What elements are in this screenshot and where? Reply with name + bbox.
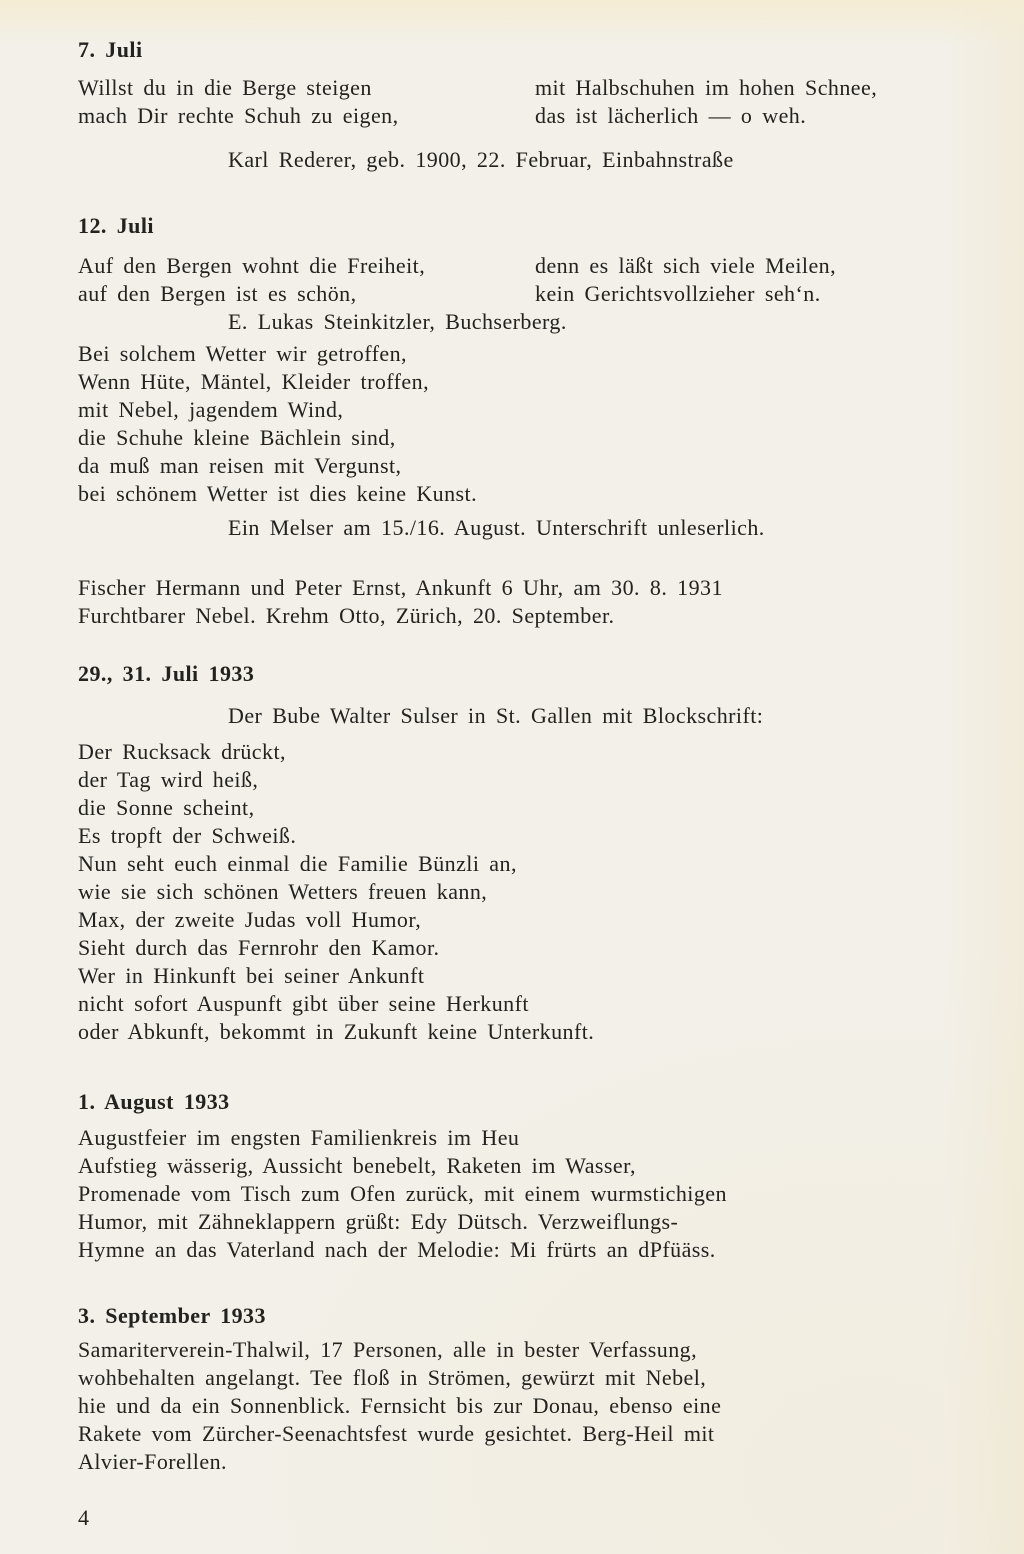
entry-paragraph <box>78 1124 978 1264</box>
verse-columns <box>78 74 978 130</box>
entry-12-juli <box>78 212 978 630</box>
poem-line: oder Abkunft, bekommt in Zukunft keine Unterkunft. <box>78 1019 595 1044</box>
verse-column-right <box>535 252 978 308</box>
note-line: Furchtbarer Nebel. Krehm Otto, Zürich, 20. September. <box>78 603 615 628</box>
paragraph-line: Rakete vom Zürcher-Seenachtsfest wurde gesichtet. Berg-Heil mit <box>78 1421 715 1446</box>
entry-29-31-juli-1933 <box>78 660 978 1046</box>
verse-column-left <box>78 74 535 130</box>
poem <box>78 738 978 1046</box>
paragraph-line: Promenade vom Tisch zum Ofen zurück, mit einem wurmstichigen <box>78 1181 727 1206</box>
entry-date-heading: 1. August 1933 <box>78 1089 230 1114</box>
poem-line: da muß man reisen mit Vergunst, <box>78 453 402 478</box>
entry-date-heading: 29., 31. Juli 1933 <box>78 661 255 686</box>
entry-1-august-1933 <box>78 1088 978 1264</box>
poem-line: Sieht durch das Fernrohr den Kamor. <box>78 935 440 960</box>
paragraph-line: Alvier-Forellen. <box>78 1449 227 1474</box>
attribution-line: Karl Rederer, geb. 1900, 22. Februar, Einbahnstraße <box>228 147 734 172</box>
note-line: Fischer Hermann und Peter Ernst, Ankunft 6 Uhr, am 30. 8. 1931 <box>78 575 723 600</box>
attribution-line: Ein Melser am 15./16. August. Unterschrift unleserlich. <box>228 515 765 540</box>
paragraph-line: Humor, mit Zähneklappern grüßt: Edy Dütsch. Verzweiflungs- <box>78 1209 679 1234</box>
poem-line: wie sie sich schönen Wetters freuen kann, <box>78 879 488 904</box>
verse-line: kein Gerichtsvollzieher seh‘n. <box>535 281 821 306</box>
paragraph-line: hie und da ein Sonnenblick. Fernsicht bis zur Donau, ebenso eine <box>78 1393 722 1418</box>
poem-line: die Schuhe kleine Bächlein sind, <box>78 425 396 450</box>
verse-line: mach Dir rechte Schuh zu eigen, <box>78 103 399 128</box>
note-paragraph <box>78 574 978 630</box>
entry-date-heading: 3. September 1933 <box>78 1303 266 1328</box>
paragraph-line: Aufstieg wässerig, Aussicht benebelt, Raketen im Wasser, <box>78 1153 636 1178</box>
poem-line: Es tropft der Schweiß. <box>78 823 297 848</box>
verse-line: denn es läßt sich viele Meilen, <box>535 253 837 278</box>
verse-line: das ist lächerlich — o weh. <box>535 103 807 128</box>
verse-columns <box>78 252 978 308</box>
paragraph-line: Samariterverein-Thalwil, 17 Personen, alle in bester Verfassung, <box>78 1337 698 1362</box>
poem-line: Wer in Hinkunft bei seiner Ankunft <box>78 963 425 988</box>
paragraph-line: wohbehalten angelangt. Tee floß in Strömen, gewürzt mit Nebel, <box>78 1365 707 1390</box>
poem-line: bei schönem Wetter ist dies keine Kunst. <box>78 481 478 506</box>
poem-line: die Sonne scheint, <box>78 795 255 820</box>
intro-line: Der Bube Walter Sulser in St. Gallen mit Blockschrift: <box>228 703 764 728</box>
verse-line: Willst du in die Berge steigen <box>78 75 372 100</box>
verse-line: mit Halbschuhen im hohen Schnee, <box>535 75 878 100</box>
entry-date-heading: 12. Juli <box>78 213 154 238</box>
entry-3-september-1933 <box>78 1302 978 1476</box>
poem-line: Max, der zweite Judas voll Humor, <box>78 907 422 932</box>
paragraph-line: Hymne an das Vaterland nach der Melodie: Mi frürts an dPfüäss. <box>78 1237 716 1262</box>
entry-paragraph <box>78 1336 978 1476</box>
poem-line: Wenn Hüte, Mäntel, Kleider troffen, <box>78 369 430 394</box>
verse-line: Auf den Bergen wohnt die Freiheit, <box>78 253 426 278</box>
poem-line: Der Rucksack drückt, <box>78 739 286 764</box>
poem <box>78 340 978 508</box>
verse-line: auf den Bergen ist es schön, <box>78 281 357 306</box>
paragraph-line: Augustfeier im engsten Familienkreis im Heu <box>78 1125 520 1150</box>
poem-line: Bei solchem Wetter wir getroffen, <box>78 341 407 366</box>
poem-line: Nun seht euch einmal die Familie Bünzli an, <box>78 851 517 876</box>
verse-column-left <box>78 252 535 308</box>
entry-7-juli <box>78 36 978 174</box>
verse-column-right <box>535 74 978 130</box>
poem-line: nicht sofort Auspunft gibt über seine Herkunft <box>78 991 529 1016</box>
poem-line: der Tag wird heiß, <box>78 767 259 792</box>
attribution-line: E. Lukas Steinkitzler, Buchserberg. <box>228 309 567 334</box>
entry-date-heading: 7. Juli <box>78 37 143 62</box>
poem-line: mit Nebel, jagendem Wind, <box>78 397 344 422</box>
page-number: 4 <box>78 1505 89 1530</box>
